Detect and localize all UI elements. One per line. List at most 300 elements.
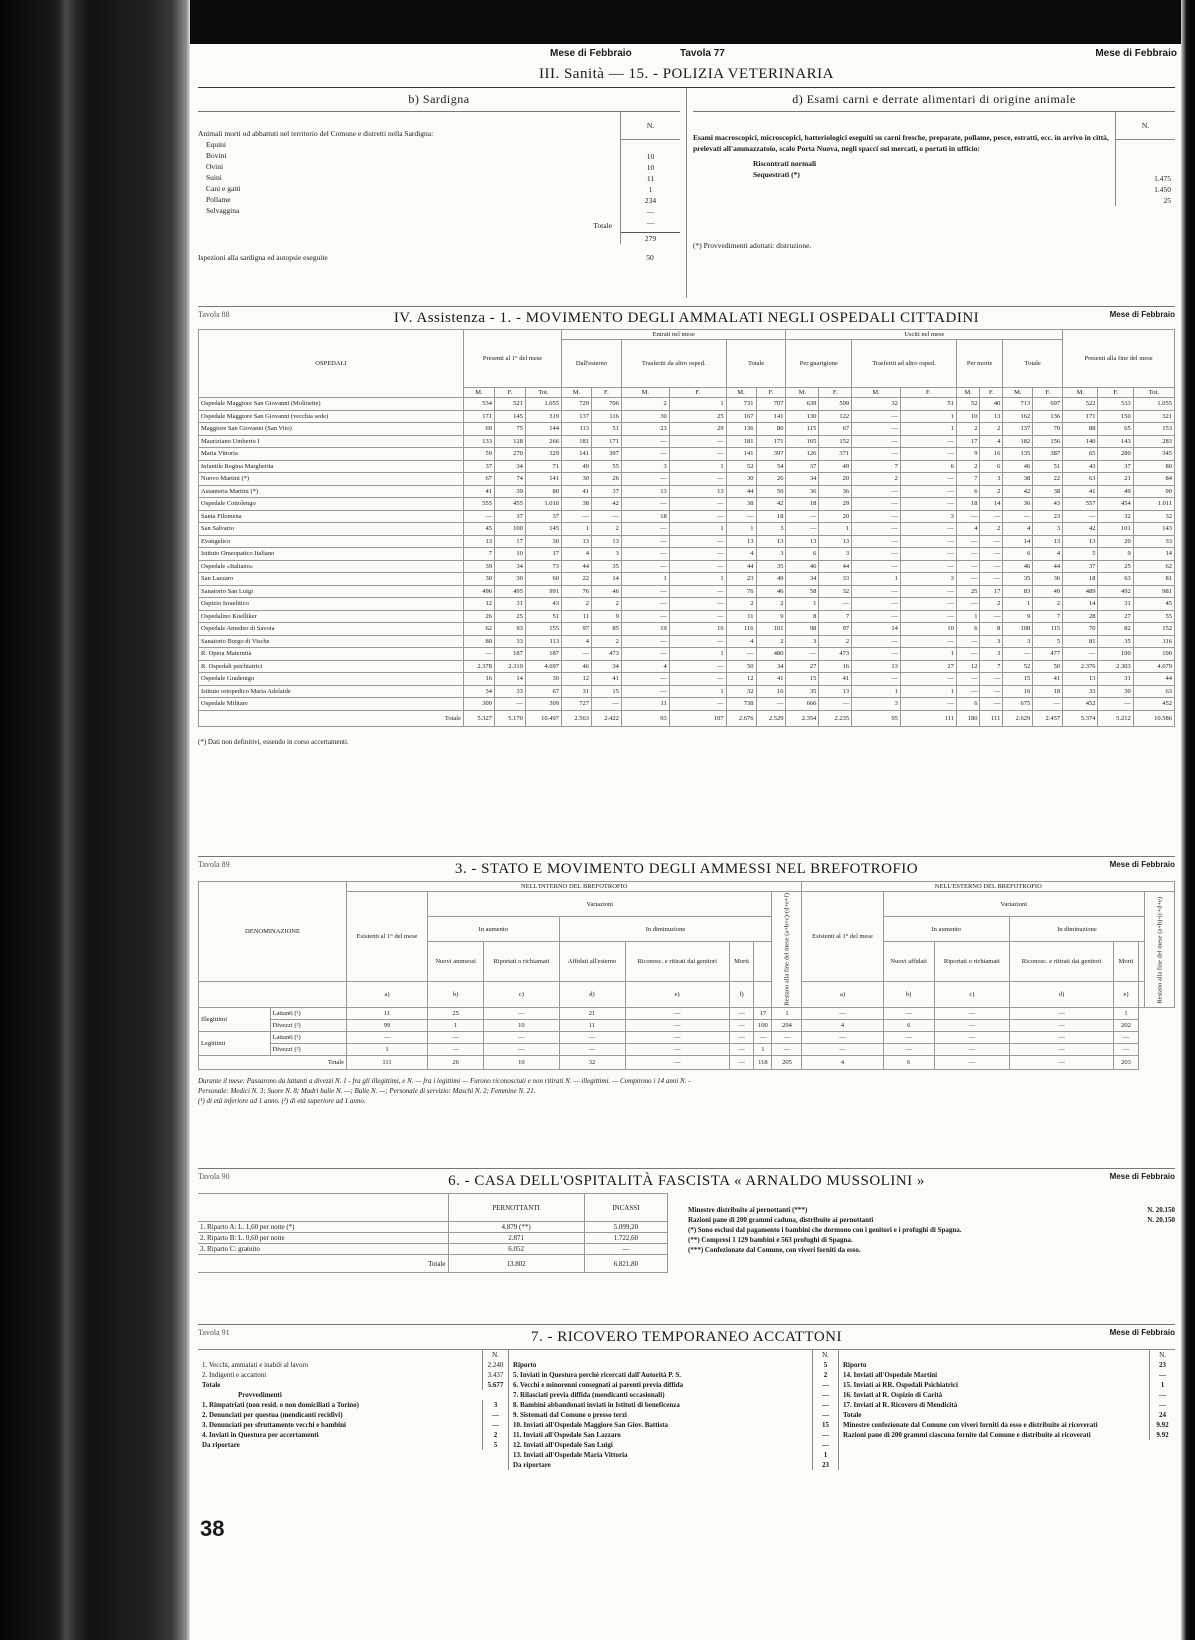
hospital-cell: —	[980, 673, 1003, 686]
hospital-cell: 62	[1133, 560, 1174, 573]
ricovero-col2	[508, 1350, 838, 1470]
int-esistenti: Esistenti al 1° del mese	[346, 892, 427, 982]
mf-header: M.	[1063, 388, 1098, 398]
hospital-cell: 51	[591, 423, 621, 436]
sardigna-total: 279	[621, 232, 680, 244]
ricovero-row	[509, 1370, 838, 1380]
header-right: Mese di Febbraio	[1095, 48, 1177, 59]
hospital-cell: 16	[464, 673, 495, 686]
hospital-cell: 270	[494, 448, 525, 461]
hospital-cell: 70	[1033, 423, 1063, 436]
int-morti: Morti	[729, 942, 753, 982]
ricovero-row-label: 14. Inviati all'Ospedale Martini	[843, 1371, 938, 1379]
hospital-cell: 137	[1003, 423, 1033, 436]
hospital-cell: 1	[786, 598, 819, 611]
hospital-cell: —	[819, 598, 852, 611]
brefotrofio-est-cell: —	[1009, 1043, 1113, 1055]
brefotrofio-note: Durante il mese: Passarono da lattanti a divezzi N. 1 - fra gli illegittimi, e N. — fra i legittimi — Furono riconosciuti e non ritirati N. — illegittimi. — Compirono i 14 anni N. -	[198, 1076, 691, 1085]
hospital-cell: 31	[1098, 598, 1133, 611]
hospital-cell: 144	[525, 423, 561, 436]
hospital-cell: 706	[591, 398, 621, 411]
hospital-cell: —	[852, 673, 901, 686]
hospital-total-cell: 111	[980, 710, 1003, 726]
hospital-cell: 321	[1133, 410, 1174, 423]
hospital-cell: 37	[1063, 560, 1098, 573]
hospital-cell: —	[621, 498, 669, 511]
hospital-cell: 190	[1133, 648, 1174, 661]
hospital-cell: 31	[494, 598, 525, 611]
hospital-cell: 473	[591, 648, 621, 661]
hospital-cell: 38	[1003, 473, 1033, 486]
hospital-cell: —	[621, 548, 669, 561]
hospital-cell: 12	[464, 598, 495, 611]
est-aumento: In aumento	[883, 917, 1009, 942]
hospital-cell: 13	[819, 535, 852, 548]
hospital-cell: 171	[1063, 410, 1098, 423]
hospital-name: Ospizio Israelitico	[199, 598, 464, 611]
hospital-cell: 39	[464, 560, 495, 573]
sardigna-row-n: —	[646, 218, 655, 227]
hospital-cell: 75	[494, 423, 525, 436]
hospital-cell: 3	[900, 573, 956, 586]
brefotrofio-est-cell: —	[1009, 1031, 1113, 1043]
hospital-cell: 167	[726, 410, 756, 423]
casa-row-label: 1. Riparto A: L. 1,60 per notte (*)	[198, 1222, 448, 1233]
col-presenti-fine: Presenti alla fine del mese	[1063, 330, 1175, 388]
ricovero-row-label	[509, 1350, 513, 1360]
hospital-row	[199, 685, 1175, 698]
hospital-name: San Lazzaro	[199, 573, 464, 586]
hospital-cell: 143	[1098, 435, 1133, 448]
hospital-cell: 2	[980, 523, 1003, 536]
hospital-name: Ospedale Amedeo di Savoia	[199, 623, 464, 636]
hospital-cell: 65	[1063, 448, 1098, 461]
hospital-cell: —	[494, 698, 525, 711]
hospital-cell: 50	[1033, 660, 1063, 673]
casa-title: 6. - CASA DELL'OSPITALITÀ FASCISTA « ARNALDO MUSSOLINI »	[448, 1173, 925, 1189]
group-label: Legittimi	[199, 1031, 271, 1055]
brefotrofio-est-cell: —	[772, 1031, 802, 1043]
ricovero-row-label	[839, 1350, 843, 1360]
hospital-name: Astanteria Martini (*)	[199, 485, 464, 498]
hospital-cell: 20	[819, 510, 852, 523]
hospital-cell: 41	[1033, 673, 1063, 686]
col-pernottanti: PERNOTTANTI	[448, 1194, 584, 1222]
hospital-cell: 13	[669, 485, 726, 498]
ricovero-col1	[198, 1350, 508, 1470]
col-interno: NELL'INTERNO DEL BREFOTROFIO	[346, 882, 801, 892]
hospital-cell: —	[669, 473, 726, 486]
casa-right-line	[688, 1215, 1175, 1225]
col-entrati: Entrati nel mese	[562, 330, 786, 340]
brefotrofio-int-cell: —	[625, 1019, 729, 1031]
brefotrofio-int-cell: 21	[559, 1007, 625, 1019]
sub-guarigione: Per guarigione	[786, 340, 852, 388]
hospital-cell: 452	[1063, 698, 1098, 711]
ricovero-row-n: 1	[812, 1450, 838, 1460]
hospital-cell: 1	[900, 685, 956, 698]
hospital-cell: 2	[591, 523, 621, 536]
hospital-cell: —	[956, 598, 980, 611]
casa-right-n: N. 20.150	[1147, 1206, 1175, 1214]
hospital-cell: 44	[726, 485, 756, 498]
hospital-cell: —	[956, 635, 980, 648]
hospital-cell: 33	[819, 573, 852, 586]
hospital-cell: —	[980, 510, 1003, 523]
hospital-row	[199, 485, 1175, 498]
ricovero-row-label: 1. Rimpatriati (non resid. o non domiciliati a Torino)	[202, 1401, 359, 1409]
brefotrofio-est-cell: —	[1009, 1007, 1113, 1019]
hospital-name: Sanatorio San Luigi	[199, 585, 464, 598]
ricovero-row-n: 2	[482, 1430, 508, 1440]
hospital-cell: 3	[1033, 523, 1063, 536]
ricovero-row-label: Totale	[202, 1381, 221, 1389]
hospital-cell: —	[669, 698, 726, 711]
col-ospedali: OSPEDALI	[199, 330, 464, 398]
hospital-cell: 4	[562, 548, 592, 561]
casa-total-label: Totale	[198, 1255, 448, 1273]
ricovero-row-label: 9. Sistemati dal Comune o presso terzi	[513, 1411, 627, 1419]
hospital-cell: 13	[562, 535, 592, 548]
brefotrofio-est-cell: —	[802, 1043, 883, 1055]
hospital-cell: 22	[562, 573, 592, 586]
hospital-cell: 15	[591, 685, 621, 698]
brefotrofio-int-cell: —	[625, 1031, 729, 1043]
sardigna-row-n: 1	[648, 185, 653, 194]
hospital-cell: 555	[464, 498, 495, 511]
hospital-total-cell: 10.497	[525, 710, 561, 726]
hospital-cell: 82	[1098, 623, 1133, 636]
hospital-total-cell: 5.170	[494, 710, 525, 726]
ricovero-row	[509, 1390, 838, 1400]
brefotrofio-est-cell: —	[883, 1007, 934, 1019]
hospital-cell: —	[956, 648, 980, 661]
casa-row-label: 2. Riparto B: L. 0,60 per notte	[198, 1233, 448, 1244]
section-sanita	[198, 66, 1175, 298]
hospital-cell: —	[756, 698, 786, 711]
hospital-cell: 126	[786, 448, 819, 461]
ricovero-row-label: Riporto	[843, 1361, 867, 1369]
brefotrofio-total-est: 205	[772, 1055, 802, 1069]
hospital-cell: —	[669, 535, 726, 548]
sardigna-total-label: Totale	[593, 221, 612, 230]
sardigna-title: b) Sardigna	[408, 92, 470, 106]
hospital-row	[199, 498, 1175, 511]
hospital-cell: 522	[1063, 398, 1098, 411]
hospital-row	[199, 535, 1175, 548]
brefotrofio-total-int: 10	[484, 1055, 559, 1069]
hospital-cell: 4.679	[1133, 660, 1174, 673]
ricovero-row-n: —	[1149, 1390, 1175, 1400]
hospital-cell: 6	[1003, 548, 1033, 561]
ricovero-row-n: 3	[482, 1400, 508, 1410]
hospital-cell: 5	[1033, 635, 1063, 648]
brefotrofio-est-cell: —	[1114, 1031, 1138, 1043]
hospital-cell: 34	[494, 560, 525, 573]
hospital-cell: —	[1063, 648, 1098, 661]
ricovero-row	[509, 1360, 838, 1370]
brefotrofio-total-int: 118	[754, 1055, 772, 1069]
ricovero-row	[839, 1360, 1175, 1370]
hospital-cell: —	[621, 635, 669, 648]
hospital-name: Sanatorio Borgo di Vische	[199, 635, 464, 648]
brefotrofio-int-cell: 1	[428, 1019, 484, 1031]
hospital-cell: 80	[756, 423, 786, 436]
hospital-cell: 1	[669, 685, 726, 698]
hospital-cell: —	[956, 560, 980, 573]
sardigna-row-label: Cani e gatti	[206, 184, 241, 193]
hospital-cell: 145	[494, 410, 525, 423]
hospital-cell: 25	[494, 610, 525, 623]
hospital-cell: 71	[525, 460, 561, 473]
hospital-cell: 59	[464, 448, 495, 461]
hospital-cell: 1	[621, 573, 669, 586]
hospital-cell: 32	[726, 685, 756, 698]
hospital-cell: 9	[1098, 548, 1133, 561]
hospital-cell: 51	[900, 398, 956, 411]
casa-row-i: 5.099,20	[584, 1222, 667, 1233]
hospital-cell: —	[900, 560, 956, 573]
hospital-row	[199, 660, 1175, 673]
int-riportati: Riportati o richiamati	[484, 942, 559, 982]
hospital-total-cell: 5.374	[1063, 710, 1098, 726]
letter-est: a)	[802, 982, 883, 1007]
hospital-cell: 3	[756, 548, 786, 561]
hospital-cell: —	[980, 535, 1003, 548]
ricovero-row	[839, 1410, 1175, 1420]
ricovero-row	[198, 1420, 508, 1430]
hospital-name: Maggiore San Giovanni (San Vito)	[199, 423, 464, 436]
hospital-cell: 21	[1098, 473, 1133, 486]
est-riconosc: Riconosc. e ritirati dai genitori	[1009, 942, 1113, 982]
hospital-cell: —	[1003, 648, 1033, 661]
ricovero-row-label: 1. Vecchi, ammalati e inabili al lavoro	[202, 1361, 309, 1369]
hospital-cell: 6	[956, 698, 980, 711]
hospital-cell: 473	[819, 648, 852, 661]
hospital-cell: 455	[494, 498, 525, 511]
hospital-cell: 84	[1133, 473, 1174, 486]
hospital-total-cell: 180	[956, 710, 980, 726]
brefotrofio-est-cell: 202	[1114, 1019, 1138, 1031]
hospital-cell: 9	[1003, 610, 1033, 623]
est-morti: Morti	[1114, 942, 1138, 982]
hospital-cell: 16	[1003, 685, 1033, 698]
brefotrofio-row	[199, 1007, 1175, 1019]
brefotrofio-est-cell: —	[934, 1007, 1009, 1019]
hospital-total-cell: 2.676	[726, 710, 756, 726]
hospital-cell: 116	[1133, 635, 1174, 648]
hospital-cell: —	[669, 610, 726, 623]
hospital-name: Ospedale Maggiore San Giovanni (vecchia sede)	[199, 410, 464, 423]
letters-spacer	[199, 982, 347, 1007]
hospital-cell: 108	[1003, 623, 1033, 636]
hospital-cell: 30	[726, 473, 756, 486]
esami-row-label: Sequestrati (*)	[753, 170, 800, 179]
hospital-cell: 6	[956, 623, 980, 636]
hospital-name: Istituto Omeopatico Italiano	[199, 548, 464, 561]
hospital-cell: 2.303	[1098, 660, 1133, 673]
hospital-row	[199, 560, 1175, 573]
hospital-cell: 62	[464, 623, 495, 636]
hospital-cell: —	[900, 448, 956, 461]
hospital-cell: 182	[1003, 435, 1033, 448]
hospital-cell: 4	[726, 548, 756, 561]
est-riportati: Riportati o richiamati	[934, 942, 1009, 982]
casa-right-label: Razioni pane di 200 grammi caduna, distribuite ai pernottanti	[688, 1216, 874, 1224]
hospital-cell: 23	[726, 573, 756, 586]
hospital-cell: 1	[852, 573, 901, 586]
hospital-cell: —	[852, 648, 901, 661]
hospital-cell: 1.055	[1133, 398, 1174, 411]
hospital-cell: 76	[562, 585, 592, 598]
hospital-cell: —	[669, 585, 726, 598]
hospital-cell: 52	[956, 398, 980, 411]
hospital-cell: 187	[494, 648, 525, 661]
hospital-cell: 18	[956, 498, 980, 511]
casa-row-label: 3. Riparto C: gratuito	[198, 1244, 448, 1255]
hospital-cell: 135	[1003, 448, 1033, 461]
hospital-cell: 58	[786, 585, 819, 598]
ricovero-row-n: 23	[1149, 1360, 1175, 1370]
ricovero-row	[509, 1380, 838, 1390]
hospital-cell: 6	[786, 548, 819, 561]
hospital-cell: —	[786, 523, 819, 536]
brefotrofio-est-cell: 4	[802, 1019, 883, 1031]
letter-int: d)	[559, 982, 625, 1007]
brefotrofio-int-cell: —	[729, 1043, 753, 1055]
hospital-cell: —	[621, 435, 669, 448]
hospital-cell: 3	[786, 635, 819, 648]
hospital-cell: 145	[525, 523, 561, 536]
hospital-cell: 97	[819, 623, 852, 636]
sub-trasf-ad: Trasferiti ad altro osped.	[852, 340, 957, 388]
ricovero-row-n: 2	[812, 1370, 838, 1380]
sub-label: Lattanti (¹)	[270, 1007, 346, 1019]
ricovero-row	[509, 1410, 838, 1420]
hospital-cell: 675	[1003, 698, 1033, 711]
ricovero-row-n: —	[812, 1440, 838, 1450]
ricovero-row-n: 9.92	[1149, 1420, 1175, 1430]
ricovero-row-label: Riporto	[513, 1361, 537, 1369]
assistenza-title: IV. Assistenza - 1. - MOVIMENTO DEGLI AMMALATI NEGLI OSPEDALI CITTADINI	[393, 310, 980, 326]
hospital-cell: —	[852, 560, 901, 573]
hospital-row	[199, 460, 1175, 473]
hospital-cell: 35	[591, 560, 621, 573]
hospital-cell: 113	[525, 635, 561, 648]
esami-footnote: (*) Provvedimenti adottati: distruzione.	[693, 241, 812, 250]
hospital-cell: —	[852, 635, 901, 648]
hospital-cell: 7	[852, 460, 901, 473]
hospital-cell: 397	[756, 448, 786, 461]
hospital-cell: 666	[786, 698, 819, 711]
ricovero-row-n: —	[1149, 1400, 1175, 1410]
ricovero-row	[509, 1420, 838, 1430]
hospital-cell: 14	[980, 498, 1003, 511]
hospital-cell: 141	[562, 448, 592, 461]
hospital-cell: 13	[726, 535, 756, 548]
hospital-total-cell: 5.327	[464, 710, 495, 726]
int-variazioni: Variazioni	[428, 892, 772, 917]
hospital-total-cell: 95	[852, 710, 901, 726]
hospital-cell: 2	[756, 635, 786, 648]
hospital-cell: 33	[1133, 535, 1174, 548]
ricovero-row	[509, 1450, 838, 1460]
hospital-total-cell: 10.586	[1133, 710, 1174, 726]
hospital-cell: 1	[669, 398, 726, 411]
hospital-cell: —	[900, 698, 956, 711]
hospital-cell: 10	[900, 623, 956, 636]
hospital-cell: 90	[1133, 485, 1174, 498]
hospital-cell: —	[900, 485, 956, 498]
hospital-cell: 7	[819, 610, 852, 623]
hospital-totals-label: Totale	[199, 710, 464, 726]
mf-header: F.	[591, 388, 621, 398]
hospital-cell: 7	[464, 548, 495, 561]
brefotrofio-int-cell: —	[754, 1031, 772, 1043]
int-aumento: In aumento	[428, 917, 559, 942]
hospital-cell: —	[621, 585, 669, 598]
hospital-total-cell: 2.457	[1033, 710, 1063, 726]
hospital-cell: —	[669, 435, 726, 448]
hospital-cell: 25	[956, 585, 980, 598]
hospital-cell: —	[621, 673, 669, 686]
hospital-cell: 36	[819, 485, 852, 498]
hospital-cell: —	[852, 548, 901, 561]
hospital-cell: 2	[980, 423, 1003, 436]
tav-90: Tavola 90	[198, 1172, 230, 1181]
hospital-cell: —	[669, 660, 726, 673]
brefotrofio-total-est: —	[1009, 1055, 1113, 1069]
hospital-cell: 3	[756, 523, 786, 536]
hospital-name: Ospedale Maggiore San Giovanni (Molinette)	[199, 398, 464, 411]
hospital-cell: 1	[1003, 598, 1033, 611]
ricovero-row	[198, 1440, 508, 1450]
sub-totale-u: Totale	[1003, 340, 1063, 388]
hospital-total-cell: 2.422	[591, 710, 621, 726]
mf-header: F.	[669, 388, 726, 398]
hospital-cell: 1	[562, 523, 592, 536]
hospital-cell: 55	[591, 460, 621, 473]
hospital-name: R. Opera Maternità	[199, 648, 464, 661]
hospital-total-cell: 2.354	[786, 710, 819, 726]
ricovero-title: 7. - RICOVERO TEMPORANEO ACCATTONI	[530, 1329, 843, 1345]
hospital-cell: 266	[525, 435, 561, 448]
hospital-cell: 27	[1098, 610, 1133, 623]
brefotrofio-est-cell: —	[934, 1019, 1009, 1031]
hospital-cell: 11	[621, 698, 669, 711]
hospital-cell: —	[852, 485, 901, 498]
ricovero-row	[839, 1370, 1175, 1380]
mf-header: F.	[900, 388, 956, 398]
hospital-cell: —	[852, 598, 901, 611]
ricovero-row	[839, 1400, 1175, 1410]
hospital-cell: 4.697	[525, 660, 561, 673]
hospital-cell: 54	[756, 460, 786, 473]
hospital-cell: 452	[1133, 698, 1174, 711]
ricovero-row-n: 23	[812, 1460, 838, 1470]
ricovero-row-n: —	[812, 1410, 838, 1420]
int-nuovi: Nuovi ammessi	[428, 942, 484, 982]
sub-esterno: Dall'esterno	[562, 340, 622, 388]
hospital-cell: —	[621, 610, 669, 623]
casa-row-p: 2.871	[448, 1233, 584, 1244]
section-casa	[198, 1168, 1175, 1273]
hospital-cell: —	[786, 510, 819, 523]
brefotrofio-total-int: —	[729, 1055, 753, 1069]
mf-header: F.	[980, 388, 1003, 398]
hospital-cell: 10	[494, 548, 525, 561]
sardigna-row-label: Bovini	[206, 151, 227, 160]
